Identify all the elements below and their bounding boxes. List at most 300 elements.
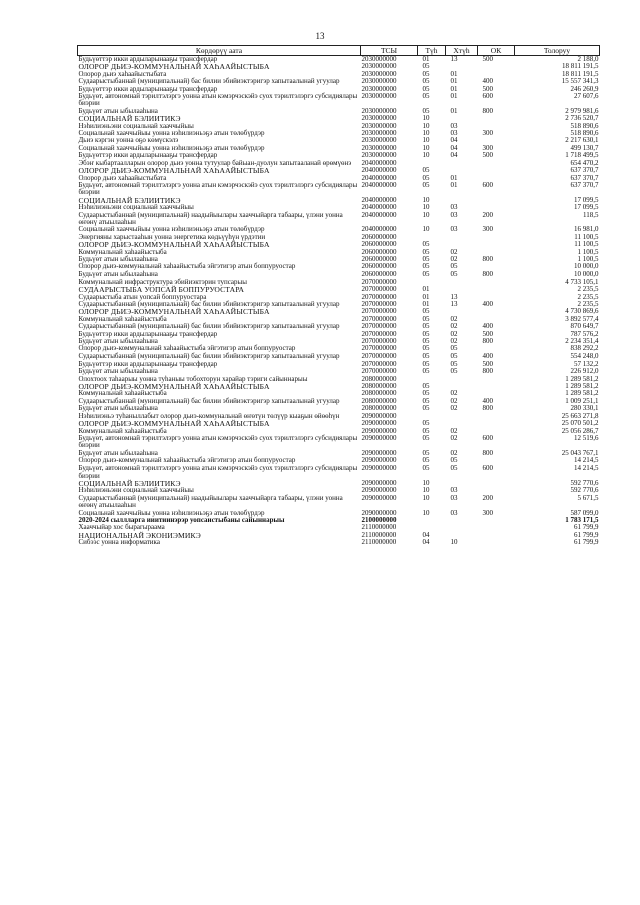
cell-ok: 500 <box>482 151 493 160</box>
cell-name: Социальнай хааччыйыы уонна нэһилиэньэҕэ атын төлөбүрдэр <box>78 508 265 517</box>
cell-sum: 61 799,9 <box>574 530 599 539</box>
cell-code: 2110000000 <box>361 538 397 547</box>
cell-ok: 300 <box>482 129 493 138</box>
cell-tyh <box>418 524 446 531</box>
cell-code: 2110000000 <box>361 523 397 532</box>
cell-tyh: 05 <box>422 247 430 256</box>
cell-sum: 17 099,5 <box>574 195 599 204</box>
cell-name: Нэһилиэньэ туһаныллабыт олорор дьиэ-коммунальнай өҥөтүн төлүүр кыаҕын өйөөһүн <box>78 411 340 420</box>
cell-sum: 1 289 581,2 <box>565 382 599 391</box>
cell-tyh: 05 <box>422 270 430 279</box>
cell-name: Олорор дьиэ-коммунальнай хаһаайыстыба эйгэтигэр атын боппуруостар <box>78 456 296 465</box>
cell-ok: 500 <box>482 359 493 368</box>
cell-sum: 226 912,0 <box>570 367 599 376</box>
cell-name: НАЦИОНАЛЬНАЙ ЭКОНИЭМИКЭ <box>78 530 201 540</box>
cell-ok <box>478 286 515 293</box>
cell-name: СОЦИАЛЬНАЙ БЭЛИИТИКЭ <box>78 114 181 124</box>
cell-code: 2040000000 <box>361 180 397 189</box>
cell-xtyh <box>446 376 478 383</box>
cell-ok: 300 <box>482 143 493 152</box>
cell-tyh: 05 <box>422 448 430 457</box>
cell-ok: 600 <box>482 180 493 189</box>
cell-xtyh: 03 <box>450 486 458 495</box>
cell-ok <box>478 241 515 248</box>
cell-xtyh: 04 <box>450 151 458 160</box>
cell-xtyh: 02 <box>450 396 458 405</box>
cell-sum: 5 671,5 <box>577 493 599 502</box>
cell-code: 2040000000 <box>361 195 397 204</box>
cell-sum: 57 132,2 <box>574 359 599 368</box>
cell-code: 2040000000 <box>361 203 397 212</box>
cell-name: Судаарыстыбаннай (муниципальнай) наадыйыылары хааччыйарга табаары, үлэни уонна өҥөнү атыылааһын <box>78 493 343 510</box>
cell-tyh: 05 <box>422 180 430 189</box>
page-number: 13 <box>315 31 325 41</box>
cell-name: Нэһилиэньэни социальнай хааччыйыы <box>78 203 194 212</box>
cell-tyh: 05 <box>422 84 430 93</box>
cell-name: Будьүөт, автономнай тэрилтэлэргэ уонна атын кэмэрчэскэйэ суох тэрилтэлэргэ субсидиялары биэрии <box>78 433 358 450</box>
cell-xtyh <box>446 524 478 531</box>
cell-code: 2070000000 <box>361 344 397 353</box>
cell-code: 2030000000 <box>361 129 397 138</box>
cell-ok <box>478 413 515 420</box>
cell-name: СОЦИАЛЬНАЙ БЭЛИИТИКЭ <box>78 195 181 205</box>
cell-tyh: 05 <box>422 433 430 442</box>
cell-code: 2030000000 <box>361 62 397 71</box>
cell-tyh <box>418 517 446 524</box>
cell-tyh: 05 <box>422 404 430 413</box>
cell-xtyh: 03 <box>450 210 458 219</box>
cell-ok <box>478 279 515 286</box>
table-row <box>78 465 600 480</box>
cell-name: ОЛОРОР ДЬИЭ-КОММУНАЛЬНАЙ ХАҺААЙЫСТЫБА <box>78 166 270 176</box>
cell-tyh: 05 <box>422 382 430 391</box>
cell-sum: 587 099,0 <box>570 508 599 517</box>
cell-tyh: 10 <box>422 478 430 487</box>
cell-tyh: 05 <box>422 329 430 338</box>
cell-xtyh: 03 <box>450 225 458 234</box>
cell-sum: 2 235,5 <box>577 292 599 301</box>
cell-xtyh: 03 <box>450 203 458 212</box>
cell-code: 2060000000 <box>361 247 397 256</box>
cell-ok: 800 <box>482 270 493 279</box>
cell-xtyh: 02 <box>450 404 458 413</box>
cell-name: Хааччыйар хос бырагыраама <box>78 523 165 532</box>
cell-sum: 11 100,5 <box>574 240 599 249</box>
cell-sum: 637 370,7 <box>570 180 599 189</box>
cell-ok <box>478 517 515 524</box>
cell-tyh: 10 <box>422 493 430 502</box>
cell-ok: 400 <box>482 77 493 86</box>
cell-code: 2040000000 <box>361 225 397 234</box>
cell-xtyh: 03 <box>450 493 458 502</box>
cell-sum: 654 470,2 <box>570 158 599 167</box>
cell-sum: 499 130,7 <box>570 143 599 152</box>
header-tyh: Түһ <box>418 46 446 56</box>
cell-name: Будьүөттэр икки ардыларынааҕы трансфердар <box>78 151 218 160</box>
cell-tyh: 05 <box>422 389 430 398</box>
cell-tyh: 05 <box>422 69 430 78</box>
cell-sum: 4 733 105,1 <box>565 277 599 286</box>
cell-xtyh: 02 <box>450 448 458 457</box>
cell-ok <box>478 539 515 546</box>
cell-xtyh: 04 <box>450 143 458 152</box>
cell-tyh: 10 <box>422 210 430 219</box>
cell-xtyh: 02 <box>450 433 458 442</box>
cell-tyh: 05 <box>422 344 430 353</box>
cell-sum: 15 557 341,3 <box>561 77 599 86</box>
cell-name: Судаарыстыбаннай (муниципальнай) бас билии эбийиэктэригэр хапытаалынай угуулар <box>78 322 340 331</box>
cell-ok <box>478 376 515 383</box>
cell-code: 2090000000 <box>361 448 397 457</box>
cell-code: 2030000000 <box>361 114 397 123</box>
cell-name: Олорор дьиэ хаһаайыстыбата <box>78 173 167 182</box>
cell-ok: 800 <box>482 254 493 263</box>
cell-tyh: 05 <box>422 262 430 271</box>
cell-tyh <box>418 160 446 167</box>
cell-code: 2070000000 <box>361 300 397 308</box>
cell-sum: 637 370,7 <box>570 166 599 175</box>
cell-code: 2080000000 <box>361 396 397 405</box>
cell-code: 2060000000 <box>361 240 397 249</box>
cell-tyh: 10 <box>422 136 430 145</box>
cell-ok: 400 <box>482 300 493 308</box>
cell-sum: 2 736 520,7 <box>565 114 599 123</box>
cell-tyh: 05 <box>422 173 430 182</box>
cell-name: ОЛОРОР ДЬИЭ-КОММУНАЛЬНАЙ ХАҺААЙЫСТЫБА <box>78 419 270 429</box>
cell-name: Будьүөттэр икки ардыларынааҕы трансфердар <box>78 329 218 338</box>
cell-sum: 870 649,7 <box>570 322 599 331</box>
cell-ok: 500 <box>482 55 493 63</box>
cell-code: 2030000000 <box>361 69 397 78</box>
cell-sum: 12 519,6 <box>574 433 599 442</box>
cell-name: Судаарыстыбаннай (муниципальнай) наадыйыылары хааччыйарга табаары, үлэни уонна өҥөнү атыылааһын <box>78 210 343 226</box>
cell-xtyh: 05 <box>450 262 458 271</box>
cell-sum: 1 783 171,5 <box>565 515 599 524</box>
cell-xtyh <box>446 160 478 167</box>
cell-name: Будьүөт атын ыбылааһына <box>78 337 158 346</box>
cell-xtyh: 01 <box>450 106 458 115</box>
cell-name: Олохтоох таһаарыы уонна туһаныы тобохторун харайар тэриги сайыннарыы <box>78 374 308 383</box>
cell-code: 2040000000 <box>361 158 397 167</box>
cell-tyh: 05 <box>422 396 430 405</box>
cell-code: 2030000000 <box>361 106 397 115</box>
cell-name: Судаарыстыбаннай (муниципальнай) бас билии эбийиэктэригэр хапытаалынай угуулар <box>78 396 340 405</box>
cell-name: Будьүөт атын ыбылааһына <box>78 448 158 457</box>
cell-tyh: 05 <box>422 77 430 86</box>
cell-ok: 800 <box>482 367 493 376</box>
cell-xtyh: 05 <box>450 367 458 376</box>
cell-xtyh: 05 <box>450 344 458 353</box>
cell-tyh <box>418 234 446 241</box>
cell-code: 2070000000 <box>361 292 397 301</box>
cell-name: ОЛОРОР ДЬИЭ-КОММУНАЛЬНАЙ ХАҺААЙЫСТЫБА <box>78 382 270 392</box>
cell-name: Будьүөт атын ыбылааһына <box>78 404 158 413</box>
cell-code: 2070000000 <box>361 322 397 331</box>
cell-ok: 400 <box>482 352 493 361</box>
cell-code: 2090000000 <box>361 478 397 487</box>
cell-name: Коммунальнай инфраструктура эбийиэктэрин тупсарыы <box>78 277 247 286</box>
cell-xtyh: 13 <box>450 292 458 301</box>
cell-name: Будьүөт, автономнай тэрилтэлэргэ уонна атын кэмэрчэскэйэ суох тэрилтэлэргэ субсидиялары биэрии <box>78 180 358 197</box>
cell-name: Судаарыстыбаннай (муниципальнай) бас билии эбийиэктэригэр хапытаалынай угуулар <box>78 300 340 308</box>
cell-tyh: 05 <box>422 106 430 115</box>
budget-table <box>77 45 600 547</box>
cell-xtyh: 03 <box>450 508 458 517</box>
cell-tyh: 10 <box>422 486 430 495</box>
cell-ok <box>478 383 515 390</box>
cell-tyh: 10 <box>422 508 430 517</box>
cell-code: 2030000000 <box>361 121 397 130</box>
cell-code: 2060000000 <box>361 232 397 241</box>
cell-name: Будьүөттэр икки ардыларынааҕы трансфердар <box>78 84 218 93</box>
cell-tyh: 05 <box>422 367 430 376</box>
cell-sum: 2 979 981,6 <box>565 106 599 115</box>
cell-ok: 800 <box>482 404 493 413</box>
cell-ok <box>478 532 515 539</box>
cell-name: 2020-2024 сыллларга ииитиинэрэр уопсаистыбаны сайыннарыы <box>78 515 285 524</box>
cell-code: 2070000000 <box>361 337 397 346</box>
cell-code: 2080000000 <box>361 374 397 383</box>
cell-name: Сибээс уонна информатика <box>78 538 160 547</box>
cell-tyh: 01 <box>422 300 430 308</box>
cell-tyh: 10 <box>422 225 430 234</box>
cell-ok: 500 <box>482 329 493 338</box>
cell-name: Будьүөттэр икки ардыларынааҕы трансфердар <box>78 359 218 368</box>
cell-xtyh: 05 <box>450 464 458 473</box>
cell-name: Олорор дьиэ-коммунальнай хаһаайыстыба эйгэтигэр атын боппуруостар <box>78 262 296 271</box>
cell-sum: 25 056 286,7 <box>561 426 599 435</box>
table-row <box>78 182 600 197</box>
cell-name: Коммунальнай хаһаайыстыба <box>78 389 167 398</box>
cell-tyh: 10 <box>422 121 430 130</box>
cell-name: Будьүөт атын ыбылааһына <box>78 270 158 279</box>
cell-tyh: 01 <box>422 285 430 294</box>
cell-tyh: 05 <box>422 62 430 71</box>
cell-ok: 500 <box>482 84 493 93</box>
cell-tyh: 05 <box>422 419 430 428</box>
cell-sum: 1 100,5 <box>577 254 599 263</box>
cell-xtyh: 01 <box>450 69 458 78</box>
cell-code: 2040000000 <box>361 173 397 182</box>
cell-xtyh <box>446 279 478 286</box>
cell-sum: 2 235,5 <box>577 285 599 294</box>
cell-xtyh: 03 <box>450 121 458 130</box>
cell-sum: 592 770,6 <box>570 486 599 495</box>
header-ok: ОК <box>478 46 515 56</box>
cell-tyh: 05 <box>422 322 430 331</box>
cell-tyh: 10 <box>422 143 430 152</box>
cell-name: Будьүөт, автономнай тэрилтэлэргэ уонна атын кэмэрчэскэйэ суох тэрилтэлэргэ субсидиялары биэрии <box>78 464 358 480</box>
cell-code: 2030000000 <box>361 92 397 101</box>
cell-tyh: 10 <box>422 114 430 123</box>
cell-name: Социальнай хааччыйыы уонна нэһилиэньэҕэ атын төлөбүрдэр <box>78 129 265 138</box>
cell-tyh: 05 <box>422 337 430 346</box>
cell-sum: 3 892 577,4 <box>565 314 599 323</box>
cell-tyh: 01 <box>422 292 430 301</box>
cell-sum: 787 576,2 <box>570 329 599 338</box>
cell-ok: 600 <box>482 92 493 101</box>
cell-sum: 25 663 271,8 <box>561 411 599 420</box>
cell-sum: 1 289 581,2 <box>565 374 599 383</box>
table-row <box>78 212 600 227</box>
cell-ok <box>478 420 515 427</box>
cell-code: 2080000000 <box>361 404 397 413</box>
cell-code: 2030000000 <box>361 55 397 63</box>
cell-sum: 17 099,5 <box>574 203 599 212</box>
cell-sum: 518 890,6 <box>570 121 599 130</box>
cell-code: 2070000000 <box>361 367 397 376</box>
table-row <box>78 539 600 546</box>
cell-ok: 800 <box>482 448 493 457</box>
cell-ok <box>478 308 515 315</box>
cell-code: 2060000000 <box>361 254 397 263</box>
cell-code: 2070000000 <box>361 359 397 368</box>
cell-name: Коммунальнай хаһаайыстыба <box>78 314 167 323</box>
cell-xtyh <box>446 234 478 241</box>
cell-code: 2090000000 <box>361 493 397 502</box>
cell-xtyh <box>446 413 478 420</box>
cell-sum: 10 000,0 <box>574 270 599 279</box>
cell-name: Эбэҥ кыбартаалларын олорор дьиэ уонна тутуулар байыан-дуолун хапытааланай өрөмүөнэ <box>78 158 352 167</box>
cell-code: 2070000000 <box>361 314 397 323</box>
cell-xtyh: 13 <box>450 55 458 63</box>
cell-xtyh: 05 <box>450 270 458 279</box>
cell-sum: 4 730 869,6 <box>565 307 599 316</box>
cell-sum: 14 214,5 <box>574 464 599 473</box>
cell-sum: 18 811 191,5 <box>562 69 599 78</box>
cell-xtyh: 02 <box>450 389 458 398</box>
cell-xtyh: 01 <box>450 77 458 86</box>
cell-xtyh: 02 <box>450 247 458 256</box>
cell-sum: 10 000,0 <box>574 262 599 271</box>
cell-ok <box>478 115 515 122</box>
cell-code: 2060000000 <box>361 262 397 271</box>
cell-tyh: 05 <box>422 254 430 263</box>
cell-sum: 61 799,9 <box>574 523 599 532</box>
cell-code: 2110000000 <box>361 530 397 539</box>
cell-ok <box>478 524 515 531</box>
cell-code: 2090000000 <box>361 411 397 420</box>
table-body <box>78 56 600 547</box>
cell-xtyh: 04 <box>450 136 458 145</box>
header-code: ТСЫ <box>361 46 418 56</box>
cell-code: 2080000000 <box>361 382 397 391</box>
cell-xtyh: 10 <box>450 538 458 547</box>
cell-sum: 637 370,7 <box>570 173 599 182</box>
cell-tyh <box>418 413 446 420</box>
cell-tyh: 05 <box>422 352 430 361</box>
cell-xtyh: 01 <box>450 173 458 182</box>
cell-sum: 14 214,5 <box>574 456 599 465</box>
cell-name: Судаарыстыба атын уопсай боппуруостара <box>78 292 207 301</box>
cell-tyh: 05 <box>422 426 430 435</box>
cell-code: 2040000000 <box>361 166 397 175</box>
cell-sum: 27 607,6 <box>574 92 599 101</box>
header-name: Көрдөрүү аата <box>78 46 361 56</box>
cell-ok <box>478 167 515 174</box>
cell-name: СУДААРЫСТЫБА УОПСАЙ БОППУРУОСТАРА <box>78 285 245 295</box>
cell-xtyh: 02 <box>450 337 458 346</box>
cell-sum: 118,5 <box>583 210 599 219</box>
cell-name: Социальнай хааччыйыы уонна нэһилиэньэҕэ атын төлөбүрдэр <box>78 225 265 234</box>
table-header <box>78 46 600 56</box>
cell-tyh: 01 <box>422 55 430 63</box>
cell-sum: 518 890,6 <box>570 129 599 138</box>
cell-code: 2070000000 <box>361 307 397 316</box>
cell-ok: 200 <box>482 493 493 502</box>
cell-name: Будьүөт атын ыбылааһына <box>78 254 158 263</box>
cell-name: Энергияны харыстааһын уонна энергетика көдьүүһүн үрдэтии <box>78 232 266 241</box>
cell-ok <box>478 234 515 241</box>
cell-name: ОЛОРОР ДЬИЭ-КОММУНАЛЬНАЙ ХАҺААЙЫСТЫБА <box>78 62 270 72</box>
cell-sum: 246 260,9 <box>570 84 599 93</box>
header-xtyh: Хтүһ <box>446 46 478 56</box>
cell-xtyh: 13 <box>450 300 458 308</box>
cell-code: 2070000000 <box>361 352 397 361</box>
cell-tyh: 05 <box>422 456 430 465</box>
cell-sum: 1 009 251,1 <box>565 396 599 405</box>
cell-name: Будьүөт, автономнай тэрилтэлэргэ уонна атын кэмэрчэскэйэ суох тэрилтэлэргэ субсидиялары биэрии <box>78 92 358 108</box>
cell-name: Нэһилиэньэни социальнай хааччыйыы <box>78 486 194 495</box>
cell-tyh: 10 <box>422 203 430 212</box>
cell-tyh: 04 <box>422 530 430 539</box>
cell-xtyh: 02 <box>450 426 458 435</box>
cell-code: 2090000000 <box>361 464 397 473</box>
cell-sum: 2 217 630,1 <box>565 136 599 145</box>
cell-ok: 600 <box>482 433 493 442</box>
cell-sum: 1 100,5 <box>577 247 599 256</box>
cell-ok: 400 <box>482 322 493 331</box>
cell-tyh: 05 <box>422 307 430 316</box>
cell-code: 2080000000 <box>361 389 397 398</box>
cell-tyh: 05 <box>422 314 430 323</box>
cell-sum: 2 234 351,4 <box>565 337 599 346</box>
cell-sum: 61 799,9 <box>574 538 599 547</box>
cell-tyh: 10 <box>422 151 430 160</box>
cell-name: Судаарыстыбаннай (муниципальнай) бас билии эбийиэктэригэр хапытаалынай угуулар <box>78 352 340 361</box>
cell-code: 2030000000 <box>361 151 397 160</box>
cell-sum: 2 235,5 <box>577 300 599 308</box>
cell-sum: 1 718 499,5 <box>565 151 599 160</box>
cell-tyh: 05 <box>422 359 430 368</box>
cell-code: 2070000000 <box>361 329 397 338</box>
cell-xtyh: 05 <box>450 359 458 368</box>
cell-sum: 2 188,0 <box>577 55 599 63</box>
cell-name: Коммунальнай хаһаайыстыба <box>78 426 167 435</box>
cell-ok: 200 <box>482 210 493 219</box>
cell-ok: 800 <box>482 337 493 346</box>
header-sum: Толоруу <box>515 46 600 56</box>
cell-sum: 1 289 581,2 <box>565 389 599 398</box>
cell-tyh <box>418 279 446 286</box>
cell-name: Коммунальнай хаһаайыстыба <box>78 247 167 256</box>
cell-xtyh <box>446 517 478 524</box>
cell-name: Олорор дьиэ хаһаайыстыбата <box>78 69 167 78</box>
cell-xtyh: 02 <box>450 329 458 338</box>
cell-tyh: 05 <box>422 240 430 249</box>
cell-code: 2070000000 <box>361 277 397 286</box>
cell-code: 2090000000 <box>361 419 397 428</box>
cell-name: Дьиэ кэргэн уонна оҕо көмүскэлэ <box>78 136 179 145</box>
cell-xtyh: 01 <box>450 180 458 189</box>
cell-ok <box>478 197 515 204</box>
cell-sum: 554 248,0 <box>570 352 599 361</box>
cell-name: ОЛОРОР ДЬИЭ-КОММУНАЛЬНАЙ ХАҺААЙЫСТЫБА <box>78 307 270 317</box>
cell-name: Будьүөт атын ыбылааһына <box>78 367 158 376</box>
cell-ok: 400 <box>482 396 493 405</box>
cell-code: 2060000000 <box>361 270 397 279</box>
cell-name: Олорор дьиэ-коммунальнай хаһаайыстыба эйгэтигэр атын боппуруостар <box>78 344 296 353</box>
